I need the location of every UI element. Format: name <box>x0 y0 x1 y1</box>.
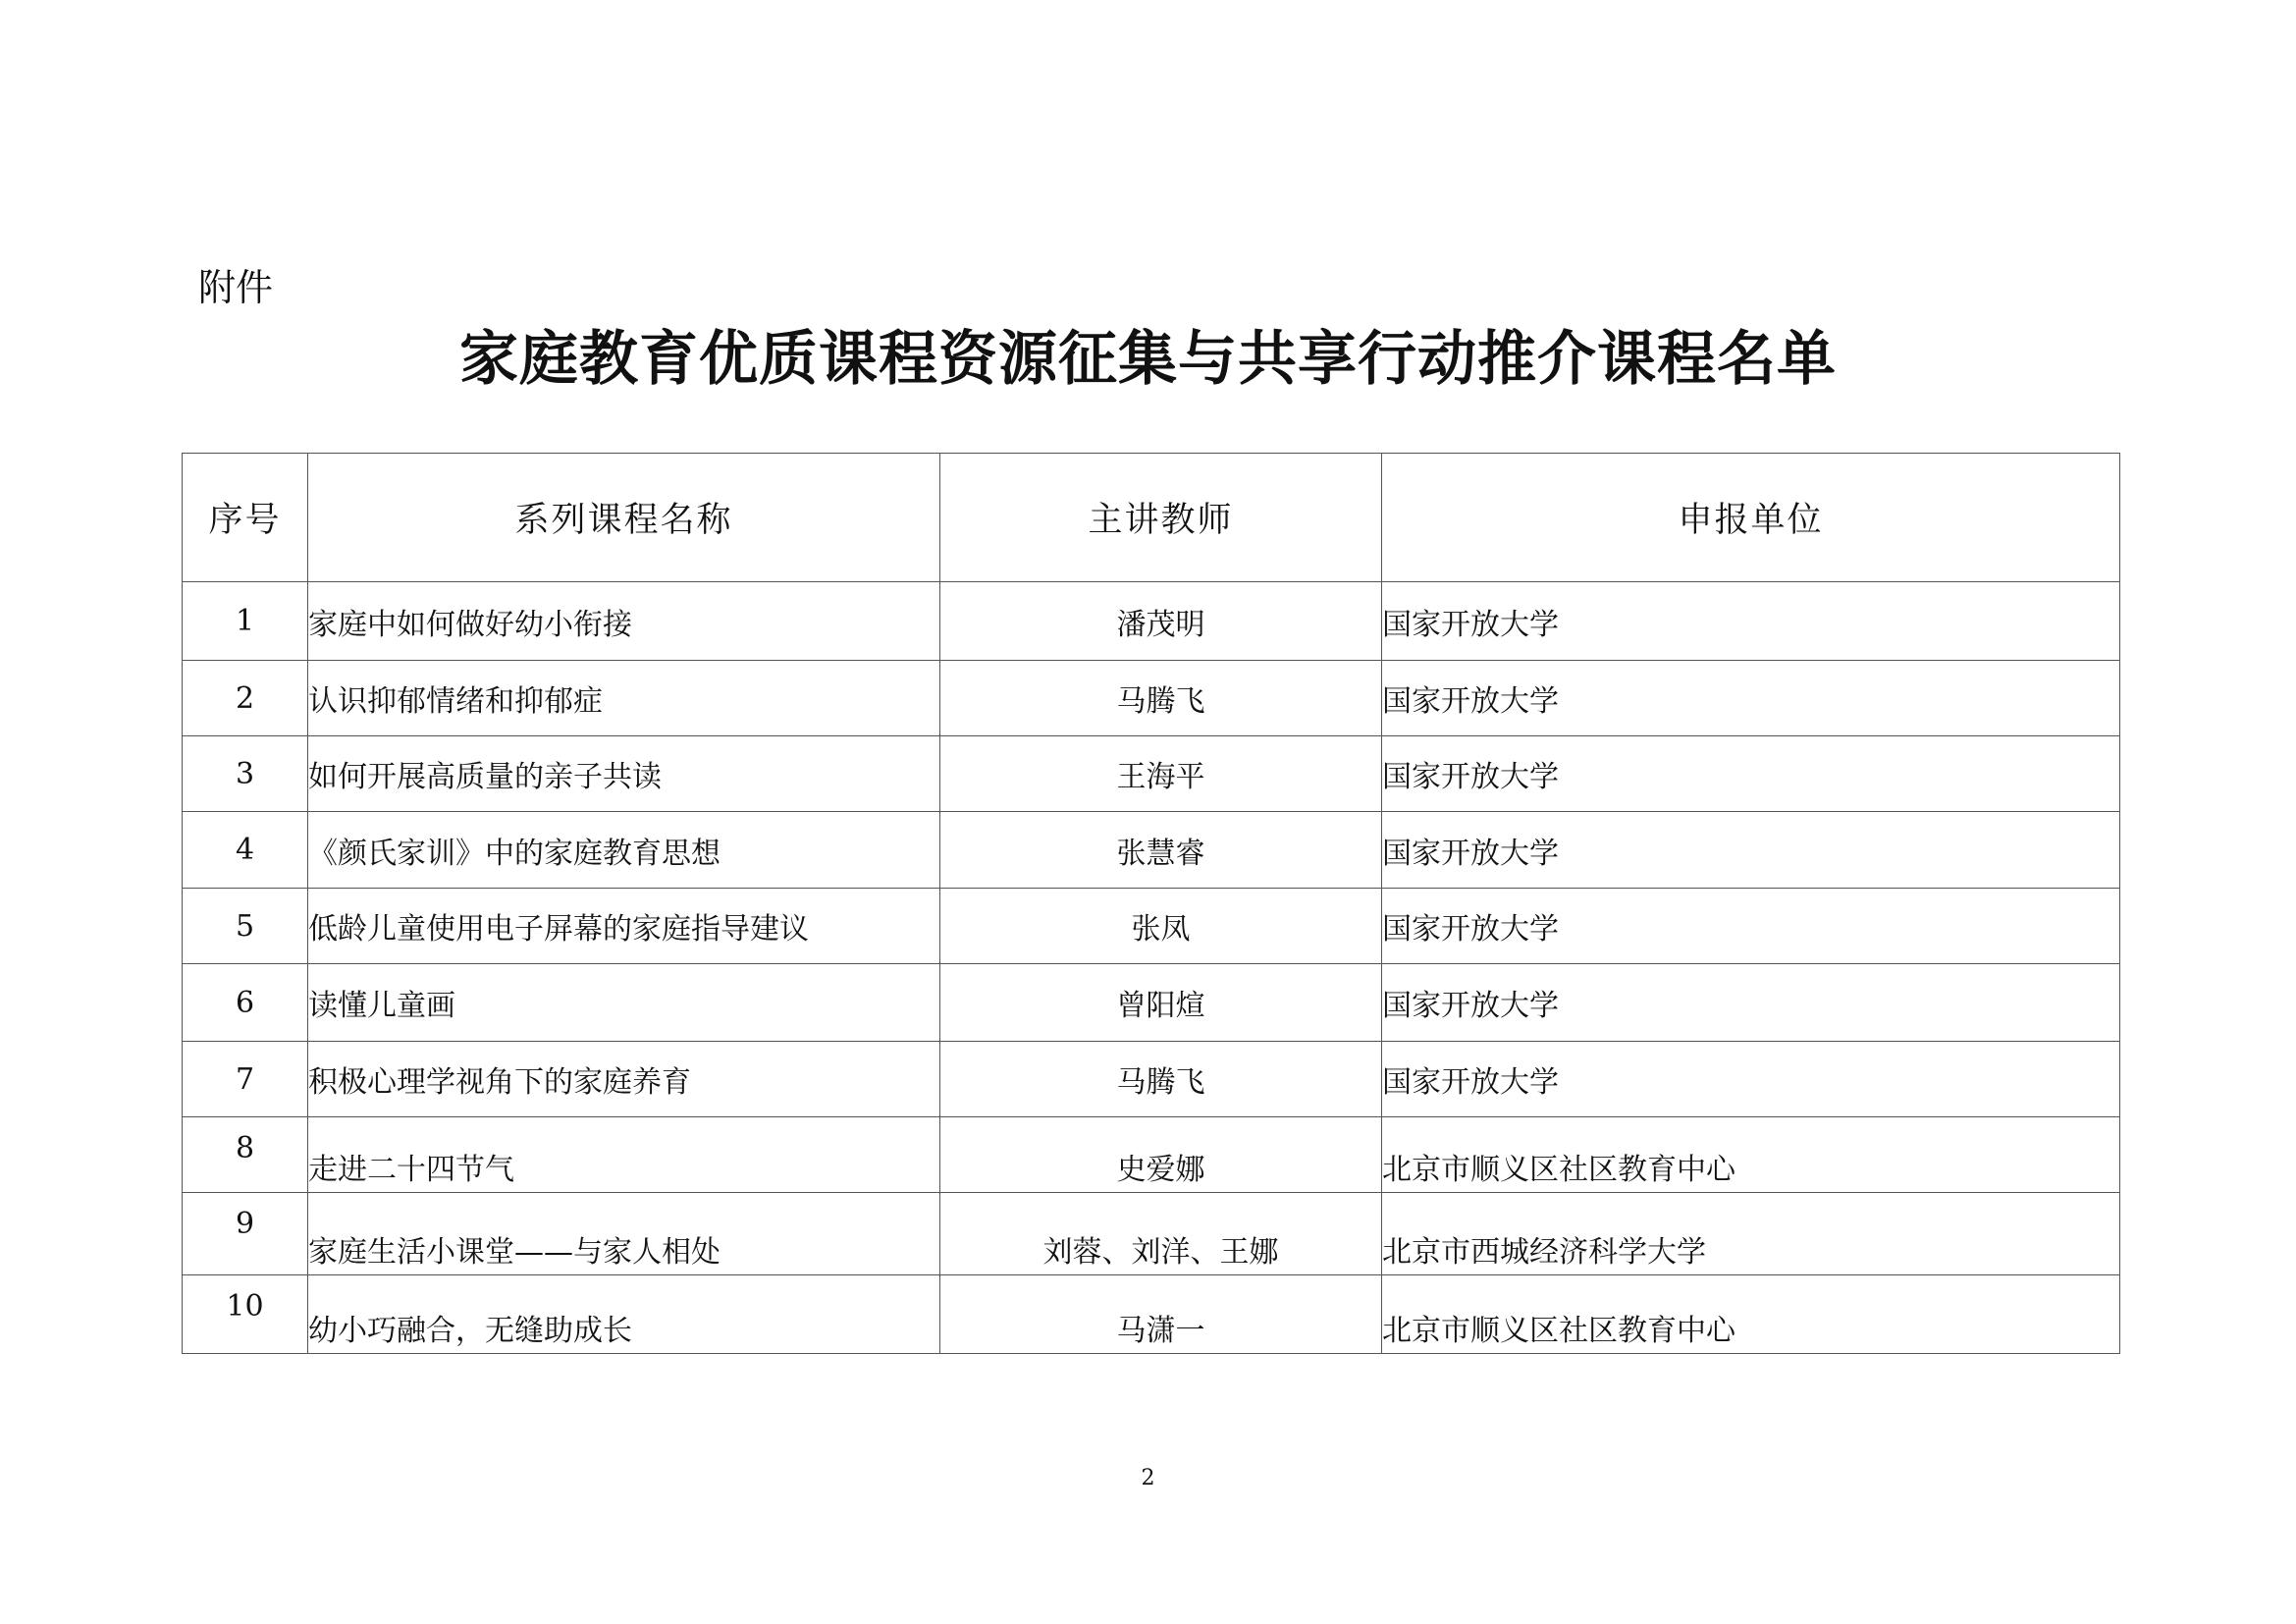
row-teacher: 刘蓉、刘洋、王娜 <box>940 1193 1382 1275</box>
row-course: 如何开展高质量的亲子共读 <box>308 736 940 812</box>
row-teacher: 潘茂明 <box>940 582 1382 661</box>
attachment-label: 附件 <box>198 266 274 309</box>
row-course: 低龄儿童使用电子屏幕的家庭指导建议 <box>308 889 940 964</box>
row-course: 认识抑郁情绪和抑郁症 <box>308 661 940 736</box>
table-row <box>183 964 2120 1042</box>
table-row <box>183 1117 2120 1193</box>
row-number: 9 <box>183 1193 308 1275</box>
row-teacher: 张凤 <box>940 889 1382 964</box>
row-course: 《颜氏家训》中的家庭教育思想 <box>308 812 940 889</box>
row-course: 读懂儿童画 <box>308 964 940 1042</box>
table-row <box>183 1193 2120 1275</box>
row-course: 幼小巧融合，无缝助成长 <box>308 1275 940 1354</box>
row-number: 6 <box>183 964 308 1042</box>
row-unit: 国家开放大学 <box>1382 812 2120 889</box>
course-table <box>182 453 2120 1354</box>
row-unit: 国家开放大学 <box>1382 964 2120 1042</box>
row-number: 4 <box>183 812 308 889</box>
row-unit: 国家开放大学 <box>1382 582 2120 661</box>
row-unit: 国家开放大学 <box>1382 889 2120 964</box>
row-unit: 国家开放大学 <box>1382 1042 2120 1117</box>
row-number: 2 <box>183 661 308 736</box>
header-course: 系列课程名称 <box>308 454 940 582</box>
row-unit: 北京市顺义区社区教育中心 <box>1382 1117 2120 1193</box>
row-number: 3 <box>183 736 308 812</box>
row-course: 家庭生活小课堂——与家人相处 <box>308 1193 940 1275</box>
row-teacher: 曾阳煊 <box>940 964 1382 1042</box>
row-unit: 国家开放大学 <box>1382 661 2120 736</box>
row-teacher: 马腾飞 <box>940 1042 1382 1117</box>
table-row <box>183 582 2120 661</box>
row-course: 积极心理学视角下的家庭养育 <box>308 1042 940 1117</box>
document-title: 家庭教育优质课程资源征集与共享行动推介课程名单 <box>459 325 1837 394</box>
header-number: 序号 <box>183 454 308 582</box>
row-course: 走进二十四节气 <box>308 1117 940 1193</box>
table-row <box>183 1275 2120 1354</box>
table-row <box>183 1042 2120 1117</box>
row-teacher: 马腾飞 <box>940 661 1382 736</box>
row-number: 8 <box>183 1117 308 1193</box>
row-teacher: 王海平 <box>940 736 1382 812</box>
row-number: 10 <box>183 1275 308 1354</box>
row-number: 1 <box>183 582 308 661</box>
row-teacher: 马潇一 <box>940 1275 1382 1354</box>
row-teacher: 张慧睿 <box>940 812 1382 889</box>
header-unit: 申报单位 <box>1382 454 2120 582</box>
table-row <box>183 889 2120 964</box>
table-row <box>183 736 2120 812</box>
table-header-row <box>183 454 2120 582</box>
table-row <box>183 812 2120 889</box>
page-number: 2 <box>1141 1466 1155 1490</box>
row-unit: 北京市顺义区社区教育中心 <box>1382 1275 2120 1354</box>
row-unit: 北京市西城经济科学大学 <box>1382 1193 2120 1275</box>
row-course: 家庭中如何做好幼小衔接 <box>308 582 940 661</box>
row-number: 5 <box>183 889 308 964</box>
table-row <box>183 661 2120 736</box>
row-number: 7 <box>183 1042 308 1117</box>
header-teacher: 主讲教师 <box>940 454 1382 582</box>
row-teacher: 史爱娜 <box>940 1117 1382 1193</box>
row-unit: 国家开放大学 <box>1382 736 2120 812</box>
